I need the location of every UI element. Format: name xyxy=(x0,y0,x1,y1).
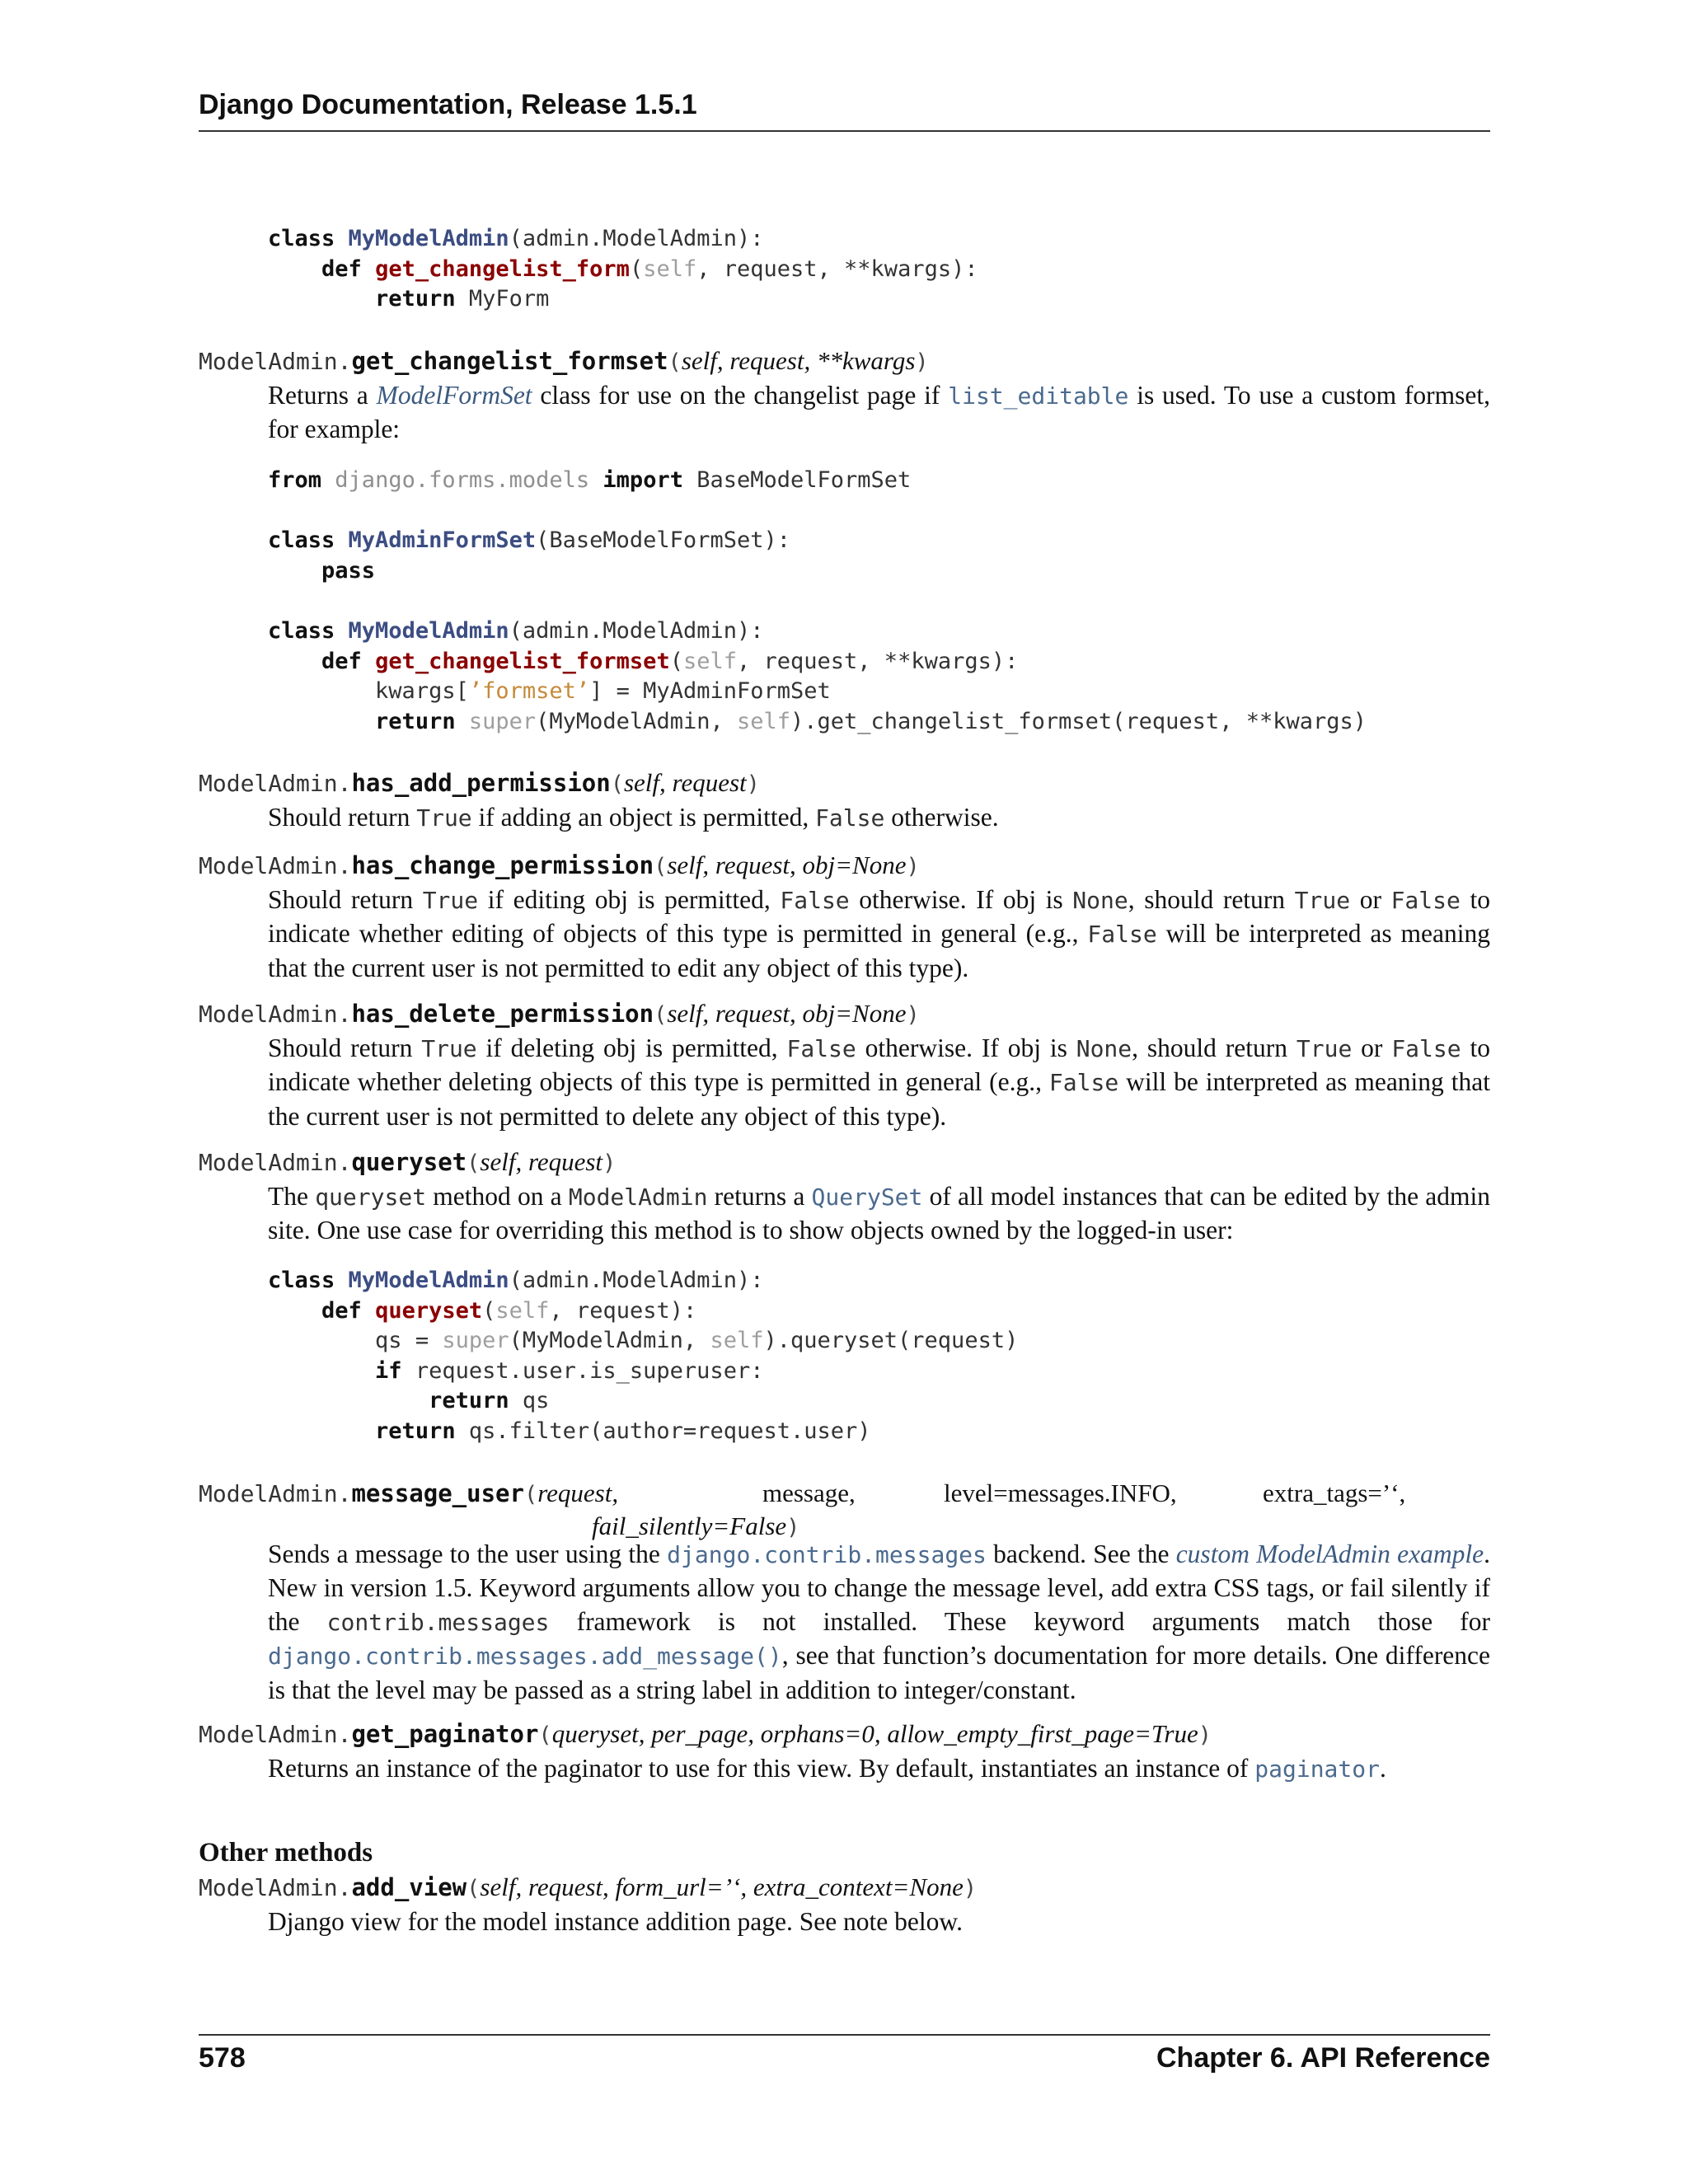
method-signature-add-view: ModelAdmin.add_view(self, request, form_url=’‘, extra_context=None) xyxy=(199,1872,978,1901)
code-block-changelist-formset: from django.forms.models import BaseModelFormSet class MyAdminFormSet(BaseModelFormSet): pass class MyModelAdmin(admin.ModelAdmin): def get_changelist_formset(self, request, **kwargs): kwargs[’formset’] = MyAdminFormSet return super(MyModelAdmin, self).get_changelist_formset(request, **kwargs) xyxy=(268,467,1367,734)
custom-modeladmin-example-link[interactable]: custom ModelAdmin example xyxy=(1175,1540,1484,1568)
method-description-has-add-permission: Should return True if adding an object is permitted, False otherwise. xyxy=(268,803,999,832)
message-user-arg-level: level=messages.INFO, xyxy=(944,1479,1177,1507)
paginator-link[interactable]: paginator xyxy=(1254,1755,1380,1783)
running-header: Django Documentation, Release 1.5.1 xyxy=(199,89,697,120)
method-description-get-changelist-formset: Returns a ModelFormSet class for use on the changelist page if list_editable is used. To use a custom formset, for example: xyxy=(268,381,1490,444)
code-block-queryset: class MyModelAdmin(admin.ModelAdmin): def queryset(self, request): qs = super(MyModelAdmin, self).queryset(request) if request.user.is_superuser: return qs return qs.filter(author=request.user) xyxy=(268,1268,1019,1444)
add-message-link[interactable]: django.contrib.messages.add_message() xyxy=(268,1643,782,1671)
method-description-queryset: The queryset method on a ModelAdmin returns a QuerySet of all model instances that can be edited by the admin site. One use case for overriding this method is to show objects owned by the logged-in user: xyxy=(268,1182,1490,1245)
code-block-changelist-form: class MyModelAdmin(admin.ModelAdmin): def get_changelist_form(self, request, **kwargs): return MyForm xyxy=(268,226,978,312)
contrib-messages-link[interactable]: django.contrib.messages xyxy=(667,1541,987,1568)
page-number: 578 xyxy=(199,2042,246,2074)
method-description-add-view: Django view for the model instance addition page. See note below. xyxy=(268,1907,963,1936)
footer-rule xyxy=(199,2034,1490,2036)
method-description-get-paginator: Returns an instance of the paginator to use for this view. By default, instantiates an instance of paginator. xyxy=(268,1754,1386,1783)
message-user-arg-message: message, xyxy=(762,1479,856,1507)
method-description-message-user: Sends a message to the user using the django.contrib.messages backend. See the custom ModelAdmin example. New in version 1.5. Keyword arguments allow you to change the message level, add extra CSS tags, or fail silently if the contrib.messages framework is not installed. These keyword arguments match those for django.contrib.messages.add_message(), see that function’s documentation for more details. One difference is that the level may be passed as a string label in addition to integer/constant. xyxy=(268,1540,1490,1704)
message-user-arg-fail-silently: fail_silently=False) xyxy=(592,1511,800,1540)
method-signature-has-delete-permission: ModelAdmin.has_delete_permission(self, request, obj=None) xyxy=(199,999,920,1028)
method-signature-has-change-permission: ModelAdmin.has_change_permission(self, request, obj=None) xyxy=(199,851,920,879)
method-signature-queryset: ModelAdmin.queryset(self, request) xyxy=(199,1147,617,1176)
method-signature-has-add-permission: ModelAdmin.has_add_permission(self, request) xyxy=(199,768,760,797)
list-editable-link[interactable]: list_editable xyxy=(948,382,1129,410)
message-user-arg-extra-tags: extra_tags=’‘, xyxy=(1263,1479,1406,1507)
chapter-title: Chapter 6. API Reference xyxy=(1156,2042,1490,2074)
other-methods-heading: Other methods xyxy=(199,1838,373,1868)
method-signature-get-paginator: ModelAdmin.get_paginator(queryset, per_page, orphans=0, allow_empty_first_page=True) xyxy=(199,1719,1212,1748)
modelformset-link[interactable]: ModelFormSet xyxy=(376,381,532,410)
header-rule xyxy=(199,130,1490,132)
queryset-link[interactable]: QuerySet xyxy=(811,1183,923,1211)
method-description-has-delete-permission: Should return True if deleting obj is permitted, False otherwise. If obj is None, should return True or False to indicate whether deleting objects of this type is permitted in general (e.g., False will be interpreted as meaning that the current user is not permitted to delete any object of this type). xyxy=(268,1033,1490,1131)
method-signature-get-changelist-formset: ModelAdmin.get_changelist_formset(self, request, **kwargs) xyxy=(199,346,929,375)
method-description-has-change-permission: Should return True if editing obj is permitted, False otherwise. If obj is None, should return True or False to indicate whether editing of objects of this type is permitted in general (e.g., False will be interpreted as meaning that the current user is not permitted to edit any object of this type). xyxy=(268,885,1490,982)
method-signature-message-user: ModelAdmin.message_user(request, xyxy=(199,1479,619,1507)
